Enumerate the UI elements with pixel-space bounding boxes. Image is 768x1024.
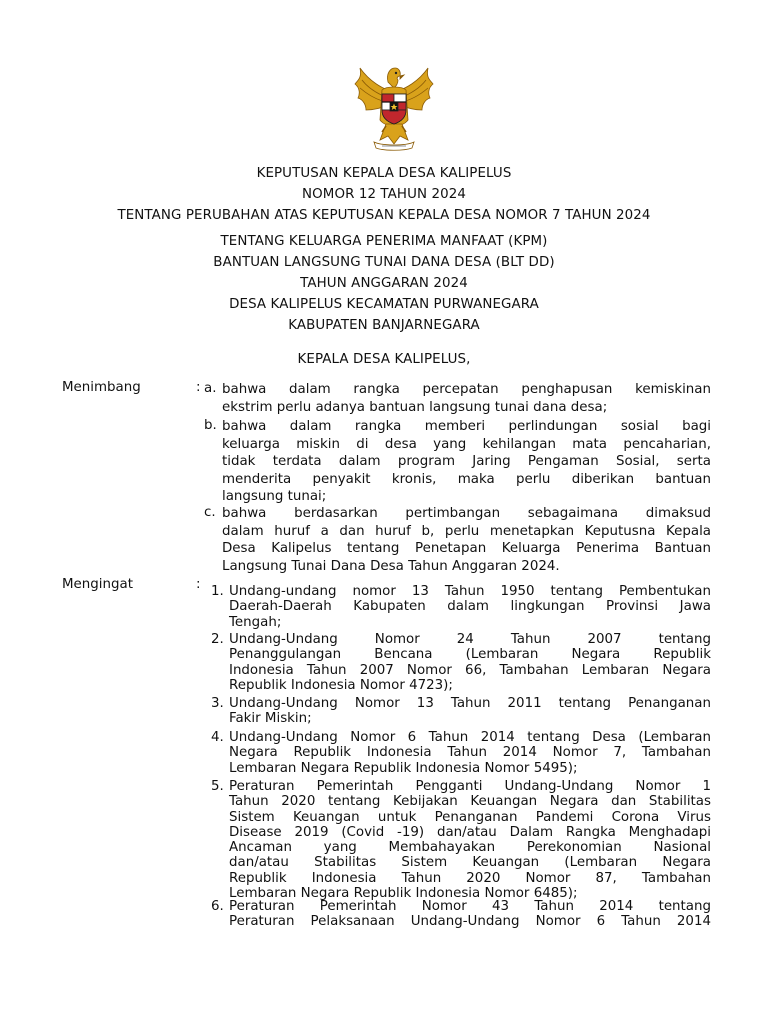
title-line: NOMOR 12 TAHUN 2024 <box>302 187 466 202</box>
garuda-emblem-icon <box>352 58 436 154</box>
mengingat-item-marker: 3. <box>211 696 224 711</box>
menimbang-label: Menimbang <box>62 380 141 395</box>
issuer-heading <box>0 349 768 370</box>
mengingat-item-line: Disease 2019 (Covid -19) dan/atau Dalam Rangka Menghadapi <box>229 824 711 840</box>
mengingat-item <box>211 632 711 693</box>
mengingat-item-marker: 5. <box>211 779 224 794</box>
decree-title <box>0 163 768 226</box>
menimbang-item-line: keluarga miskin di desa yang kehilangan mata pencaharian, <box>222 436 711 452</box>
mengingat-item <box>211 696 711 727</box>
mengingat-item-text <box>229 584 711 630</box>
mengingat-label: Mengingat <box>62 577 133 592</box>
mengingat-item-line: Ancaman yang Membahayakan Perekonomian Nasional <box>229 840 711 856</box>
mengingat-item-line: Penanggulangan Bencana (Lembaran Negara Republik <box>229 647 711 663</box>
mengingat-item-line: Lembaran Negara Republik Indonesia Nomor 6485); <box>229 886 578 902</box>
menimbang-item-line: Langsung Tunai Dana Desa Tahun Anggaran 2024. <box>222 558 560 574</box>
menimbang-item-marker: a. <box>204 381 217 396</box>
decree-subject <box>0 231 768 336</box>
mengingat-item-text <box>229 696 711 727</box>
menimbang-item-line: bahwa dalam rangka percepatan penghapusan kemiskinan <box>222 382 711 397</box>
subject-line: KABUPATEN BANJARNEGARA <box>288 318 480 333</box>
mengingat-item-text <box>229 632 711 693</box>
mengingat-item-marker: 1. <box>211 584 224 599</box>
menimbang-item-text <box>222 418 711 506</box>
menimbang-item <box>204 381 711 416</box>
mengingat-item-text <box>229 779 711 901</box>
mengingat-item-line: Daerah-Daerah Kabupaten dalam lingkungan Provinsi Jawa <box>229 599 711 615</box>
title-line: KEPUTUSAN KEPALA DESA KALIPELUS <box>256 166 512 181</box>
menimbang-colon: : <box>196 380 201 395</box>
subject-line: BANTUAN LANGSUNG TUNAI DANA DESA (BLT DD) <box>213 255 555 270</box>
menimbang-item <box>204 418 711 506</box>
mengingat-item-marker: 6. <box>211 899 224 914</box>
mengingat-item <box>211 730 711 776</box>
mengingat-item-line: Peraturan Pemerintah Pengganti Undang-Undang Nomor 1 <box>229 779 711 794</box>
mengingat-item-line: Undang-Undang Nomor 6 Tahun 2014 tentang Desa (Lembaran <box>229 730 711 745</box>
subject-line: DESA KALIPELUS KECAMATAN PURWANEGARA <box>229 297 539 312</box>
menimbang-item-marker: c. <box>204 505 216 520</box>
mengingat-colon: : <box>196 577 201 592</box>
mengingat-item-line: dan/atau Stabilitas Sistem Keuangan (Lembaran Negara <box>229 855 711 871</box>
mengingat-item-line: Republik Indonesia Nomor 4723); <box>229 677 453 693</box>
mengingat-item-line: Indonesia Tahun 2007 Nomor 66, Tambahan Lembaran Negara <box>229 662 711 678</box>
menimbang-item-text <box>222 381 711 416</box>
menimbang-item-line: tidak terdata dalam program Jaring Pengaman Sosial, serta <box>222 454 711 469</box>
menimbang-item-line: menderita penyakit kronis, maka perlu diberikan bantuan <box>222 471 711 487</box>
mengingat-item-marker: 2. <box>211 632 224 647</box>
mengingat-item <box>211 779 711 901</box>
menimbang-item-line: dalam huruf a dan huruf b, perlu menetapkan Keputusna Kepala <box>222 523 711 539</box>
subject-line: TAHUN ANGGARAN 2024 <box>300 276 468 291</box>
menimbang-item <box>204 505 711 575</box>
mengingat-item-line: Negara Republik Indonesia Tahun 2014 Nomor 7, Tambahan <box>229 745 711 761</box>
subject-line: TENTANG KELUARGA PENERIMA MANFAAT (KPM) <box>220 234 548 249</box>
mengingat-item <box>211 899 711 930</box>
mengingat-item-line: Fakir Miskin; <box>229 711 312 727</box>
mengingat-item-line: Republik Indonesia Tahun 2020 Nomor 87, Tambahan <box>229 870 711 886</box>
menimbang-item-marker: b. <box>204 418 217 433</box>
mengingat-item-text <box>229 730 711 776</box>
menimbang-item-line: ekstrim perlu adanya bantuan langsung tunai dana desa; <box>222 399 608 415</box>
mengingat-item-text <box>229 899 711 930</box>
mengingat-item-line: Undang-Undang Nomor 13 Tahun 2011 tentang Penanganan <box>229 696 711 711</box>
title-line: TENTANG PERUBAHAN ATAS KEPUTUSAN KEPALA DESA NOMOR 7 TAHUN 2024 <box>117 208 651 223</box>
mengingat-item-line: Tahun 2020 tentang Kebijakan Keuangan Negara dan Stabilitas <box>229 794 711 810</box>
mengingat-item-marker: 4. <box>211 730 224 745</box>
mengingat-item-line: Peraturan Pelaksanaan Undang-Undang Nomor 6 Tahun 2014 <box>229 914 711 930</box>
mengingat-item-line: Lembaran Negara Republik Indonesia Nomor 5495); <box>229 760 578 776</box>
mengingat-item-line: Undang-Undang Nomor 24 Tahun 2007 tentang <box>229 632 711 647</box>
mengingat-item-line: Undang-undang nomor 13 Tahun 1950 tentang Pembentukan <box>229 584 711 599</box>
menimbang-item-line: bahwa berdasarkan pertimbangan sebagaimana dimaksud <box>222 506 711 521</box>
menimbang-item-line: bahwa dalam rangka memberi perlindungan sosial bagi <box>222 419 711 434</box>
menimbang-item-line: langsung tunai; <box>222 489 327 504</box>
issuer-text: KEPALA DESA KALIPELUS, <box>297 352 471 367</box>
mengingat-item <box>211 584 711 630</box>
menimbang-item-text <box>222 505 711 575</box>
menimbang-item-line: Desa Kalipelus tentang Penetapan Keluarga Penerima Bantuan <box>222 541 711 556</box>
mengingat-item-line: Tengah; <box>229 614 282 630</box>
mengingat-item-line: Sistem Keuangan untuk Penanganan Pandemi Corona Virus <box>229 809 711 825</box>
mengingat-item-line: Peraturan Pemerintah Nomor 43 Tahun 2014 tentang <box>229 899 711 914</box>
